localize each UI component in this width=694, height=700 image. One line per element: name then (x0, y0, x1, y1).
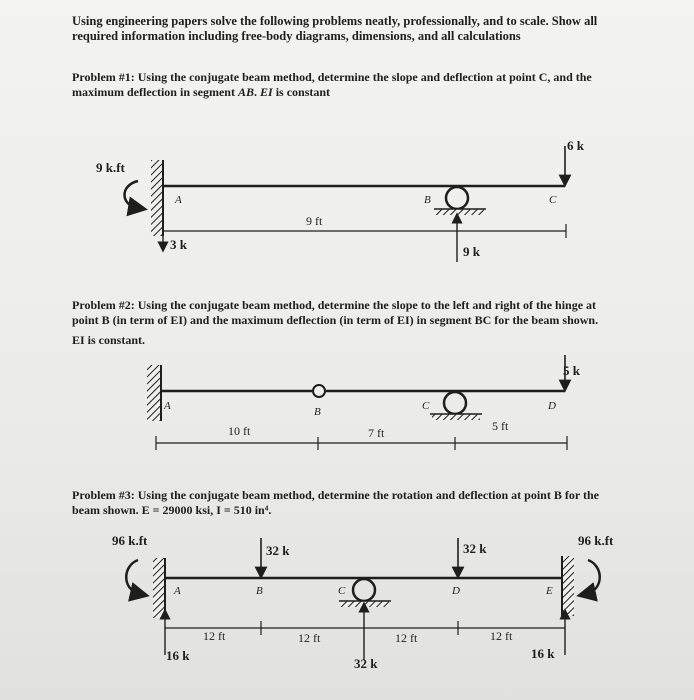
problem3-point-a: A (174, 585, 181, 597)
problem1-segment-ab: AB (237, 85, 254, 99)
problem1-roller-support (446, 187, 468, 209)
problem2-statement-line-2: point B (in term of EI) and the maximum deflection (in term of EI) in segment BC for the beam shown. (72, 313, 599, 327)
problem3-point-c: C (338, 585, 346, 597)
problem3-point-b: B (256, 585, 263, 597)
problem3-load-b-label: 32 k (266, 543, 290, 558)
instruction-line-2: required information including free-body diagrams, dimensions, and all calculations (72, 29, 521, 43)
problem3-ground-hatch (341, 601, 389, 607)
problem3-reaction-e-label: 16 k (531, 646, 555, 661)
problem3-text: Using the conjugate beam method, determine the rotation and deflection at point B for the (137, 488, 599, 502)
problem1-fixed-wall (151, 160, 163, 236)
problem3-diagram (112, 533, 614, 671)
problem2-point-c: C (422, 400, 430, 412)
problem2-span-ab: 10 ft (228, 424, 251, 438)
problem3-span-1: 12 ft (203, 629, 226, 643)
problem3-point-d: D (452, 585, 460, 597)
problem2-fixed-wall (147, 365, 161, 421)
problem2-load-label: 5 k (563, 363, 580, 378)
problem2-span-cd: 5 ft (492, 419, 509, 433)
problem3-reaction-a-label: 16 k (166, 648, 190, 663)
problem1-diagram (96, 138, 585, 262)
problem3-label: Problem #3: (72, 488, 135, 502)
problem1-reaction-b-label: 9 k (463, 244, 480, 259)
problem1-text: Using the conjugate beam method, determine the slope and deflection at point C, and the (137, 70, 592, 84)
instruction-line-1: Using engineering papers solve the following problems neatly, professionally, and to scale. Show all (72, 14, 598, 28)
problem1-moment-label: 9 k.ft (96, 160, 125, 175)
problem3-point-e: E (546, 585, 553, 597)
problem1-moment-arrow-icon (125, 181, 139, 208)
problem1-label: Problem #1: (72, 70, 135, 84)
problem3-statement-line-2: beam shown. E = 29000 ksi, I = 510 in⁴. (72, 503, 272, 517)
problem3-right-moment-arrow-icon (586, 560, 600, 594)
problem1-reaction-a-label: 3 k (170, 237, 187, 252)
problem3-left-wall (153, 558, 165, 618)
problem1-point-b: B (424, 194, 431, 206)
problem3-span-3: 12 ft (395, 631, 418, 645)
problem2-ground-hatch (432, 414, 480, 420)
problem2-point-a: A (164, 400, 171, 412)
problem3-moment-left-label: 96 k.ft (112, 533, 148, 548)
problem1-text-2a: maximum deflection in segment (72, 85, 238, 99)
problem3-left-moment-arrow-icon (126, 560, 140, 594)
problem2-statement-line-3: EI is constant. (72, 333, 146, 347)
problem3-reaction-c-label: 32 k (354, 656, 378, 671)
problem3-span-4: 12 ft (490, 629, 513, 643)
problem3-roller-support (353, 579, 375, 601)
problem2-hinge (313, 385, 325, 397)
problem2-point-b: B (314, 406, 321, 418)
problem2-label: Problem #2: (72, 298, 135, 312)
problem2-diagram (147, 355, 581, 450)
problem1-text-2b: . (254, 85, 260, 99)
problem1-point-c: C (549, 194, 557, 206)
problem2-point-d: D (548, 400, 556, 412)
problem3-right-wall (562, 556, 574, 616)
problem2-text: Using the conjugate beam method, determine the slope to the left and right of the hinge at (137, 298, 597, 312)
problem1-load-label: 6 k (567, 138, 584, 153)
problem3-moment-right-label: 96 k.ft (578, 533, 614, 548)
problem2-span-bc: 7 ft (368, 426, 385, 440)
problem1-ei: EI (260, 85, 273, 99)
problem1-ground-hatch (436, 209, 484, 215)
problem1-text-2c: is constant (272, 85, 331, 99)
problem1-point-a: A (175, 194, 182, 206)
problem1-span-label: 9 ft (306, 214, 323, 228)
problem2-roller-support (444, 392, 466, 414)
problem3-load-d-label: 32 k (463, 541, 487, 556)
problem3-span-2: 12 ft (298, 631, 321, 645)
